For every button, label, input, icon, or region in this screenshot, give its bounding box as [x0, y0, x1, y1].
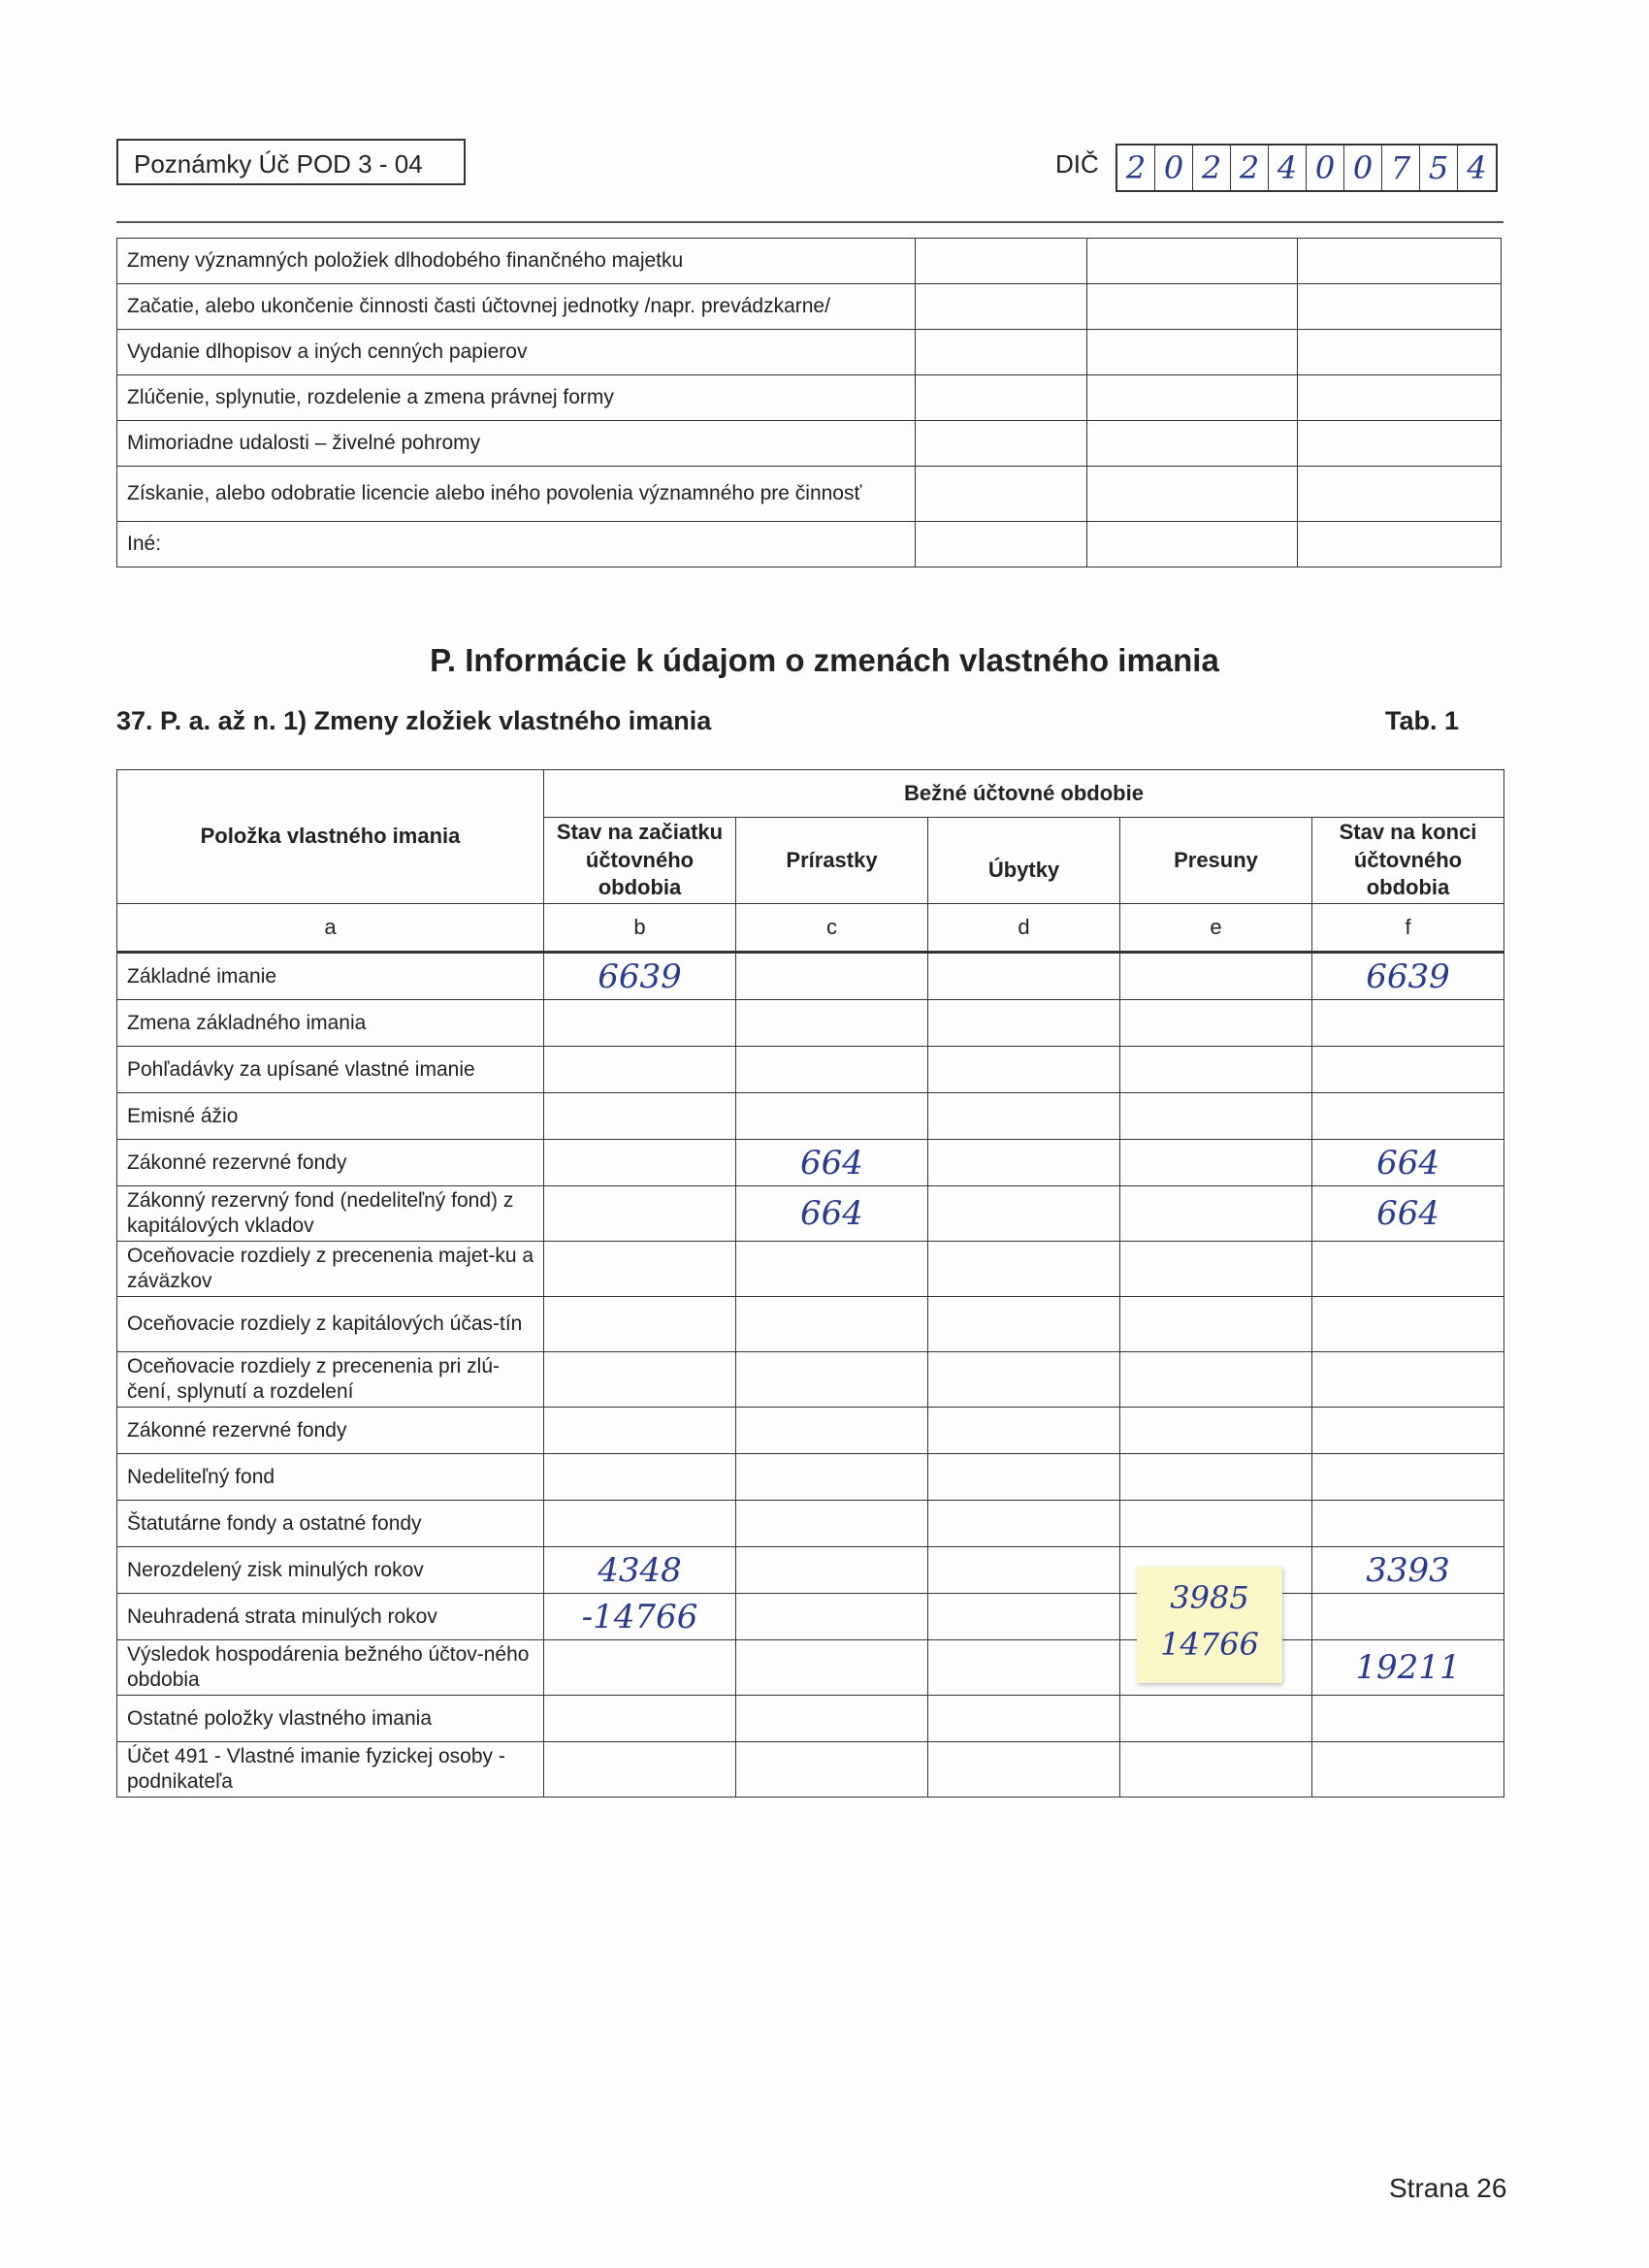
cell-c: [736, 1297, 928, 1352]
cell-f: [1312, 1047, 1504, 1093]
header-col-c: Prírastky: [736, 818, 928, 904]
cell-f: 664: [1312, 1186, 1504, 1242]
row-label: Zákonný rezervný fond (nedeliteľný fond) z kapitálových vkladov: [117, 1186, 544, 1242]
col-code: d: [928, 904, 1120, 953]
cell-d: [928, 1742, 1120, 1798]
cell-d: [928, 1594, 1120, 1640]
cell-c: [736, 1408, 928, 1454]
cell-b: [544, 1501, 736, 1547]
cell-c: [736, 1742, 928, 1798]
table-row: [117, 1640, 1504, 1696]
cell-f: [1312, 1242, 1504, 1297]
table-row: [117, 1742, 1504, 1798]
events-table: [116, 238, 1502, 567]
col-code: a: [117, 904, 544, 953]
row-label: Výsledok hospodárenia bežného účtov-ného obdobia: [117, 1640, 544, 1696]
row-label: Zmena základného imania: [117, 1000, 544, 1047]
cell-c: 664: [736, 1186, 928, 1242]
table-row: [117, 1186, 1504, 1242]
cell-e: [1120, 1242, 1312, 1297]
row-label: Iné:: [117, 522, 916, 567]
section-title: P. Informácie k údajom o zmenách vlastného imania: [430, 642, 1219, 678]
row-label: Zákonné rezervné fondy: [117, 1140, 544, 1186]
cell-d: [928, 1297, 1120, 1352]
cell-e: [1120, 1742, 1312, 1798]
cell-b: [544, 1000, 736, 1047]
dic-digit: 4: [1467, 149, 1487, 186]
cell-c: [736, 1352, 928, 1408]
cell-f: 3393: [1312, 1547, 1504, 1594]
section-subtitle: 37. P. a. až n. 1) Zmeny zložiek vlastného imania: [116, 706, 712, 735]
dic-digit: 4: [1269, 146, 1307, 190]
cell-d: [928, 1242, 1120, 1297]
sticky-note-line: 3985: [1170, 1579, 1249, 1616]
cell-c: [736, 1696, 928, 1742]
sticky-note-line: 14766: [1160, 1626, 1259, 1663]
row-label: Neuhradená strata minulých rokov: [117, 1594, 544, 1640]
row-label: Emisné ážio: [117, 1093, 544, 1140]
table-row: [117, 467, 1502, 522]
cell-c: 664: [736, 1140, 928, 1186]
cell-e: [1120, 1696, 1312, 1742]
row-label: Začatie, alebo ukončenie činnosti časti účtovnej jednotky /napr. prevádzkarne/: [117, 284, 916, 330]
table-row: [117, 421, 1502, 467]
dic-digit: 2: [1231, 146, 1269, 190]
cell-e: [1120, 953, 1312, 1000]
table-row: [117, 1093, 1504, 1140]
cell-f: [1312, 1454, 1504, 1501]
cell-e: [1120, 1140, 1312, 1186]
cell-c: [736, 1242, 928, 1297]
cell-b: [544, 1047, 736, 1093]
dic-digit: 0: [1307, 146, 1344, 190]
table-row: [117, 1501, 1504, 1547]
cell-b: 4348: [544, 1547, 736, 1594]
cell-e: [1120, 1501, 1312, 1547]
cell-b: [544, 1093, 736, 1140]
cell-f: [1312, 1000, 1504, 1047]
row-label: Mimoriadne udalosti – živelné pohromy: [117, 421, 916, 467]
page-number: Strana 26: [1389, 2173, 1507, 2203]
table-row: [117, 284, 1502, 330]
cell-b: [544, 1696, 736, 1742]
cell-e: [1120, 1000, 1312, 1047]
cell-e: [1120, 1047, 1312, 1093]
col-code: b: [544, 904, 736, 953]
table-row: [117, 522, 1502, 567]
cell-f: [1312, 1352, 1504, 1408]
cell-b: [544, 1242, 736, 1297]
cell-d: [928, 1640, 1120, 1696]
cell-e: [1120, 1352, 1312, 1408]
cell-d: [928, 1352, 1120, 1408]
cell-c: [736, 1454, 928, 1501]
cell-e: [1120, 1454, 1312, 1501]
cell-d: [928, 1047, 1120, 1093]
cell-f: [1312, 1093, 1504, 1140]
row-label: Oceňovacie rozdiely z precenenia majet-ku a záväzkov: [117, 1242, 544, 1297]
row-label: Štatutárne fondy a ostatné fondy: [117, 1501, 544, 1547]
cell-c: [736, 1000, 928, 1047]
col-code: c: [736, 904, 928, 953]
cell-b: [544, 1297, 736, 1352]
cell-b: [544, 1352, 736, 1408]
dic-digit: 2: [1117, 146, 1155, 190]
row-label: Základné imanie: [117, 953, 544, 1000]
form-code-box: Poznámky Úč POD 3 - 04: [116, 139, 466, 185]
cell-f: [1312, 1696, 1504, 1742]
header-col-e: Presuny: [1120, 818, 1312, 904]
row-label: Ostatné položky vlastného imania: [117, 1696, 544, 1742]
sticky-note: [1137, 1567, 1282, 1683]
row-label: Účet 491 - Vlastné imanie fyzickej osoby - podnikateľa: [117, 1742, 544, 1798]
header-col-b: Stav na začiatku účtovného obdobia: [544, 818, 736, 904]
cell-b: [544, 1454, 736, 1501]
cell-b: [544, 1640, 736, 1696]
dic-digit: 7: [1382, 146, 1420, 190]
cell-c: [736, 1047, 928, 1093]
dic-digit: 2: [1193, 146, 1231, 190]
cell-d: [928, 1501, 1120, 1547]
row-label: Zákonné rezervné fondy: [117, 1408, 544, 1454]
dic-digit: 5: [1420, 146, 1458, 190]
cell-c: [736, 1501, 928, 1547]
cell-d: [928, 1547, 1120, 1594]
table-row: [117, 1140, 1504, 1186]
cell-f: 6639: [1312, 953, 1504, 1000]
table-row: [117, 1242, 1504, 1297]
cell-d: [928, 1454, 1120, 1501]
header-col-d: Úbytky: [928, 818, 1120, 904]
cell-f: [1312, 1408, 1504, 1454]
table-row: [117, 953, 1504, 1000]
row-label: Nedeliteľný fond: [117, 1454, 544, 1501]
cell-b: -14766: [544, 1594, 736, 1640]
cell-c: [736, 1093, 928, 1140]
table-row: [117, 1352, 1504, 1408]
cell-c: [736, 1640, 928, 1696]
cell-c: [736, 1547, 928, 1594]
col-code: e: [1120, 904, 1312, 953]
row-label: Zmeny významných položiek dlhodobého finančného majetku: [117, 239, 916, 284]
dic-digit: 0: [1344, 146, 1382, 190]
cell-f: [1312, 1297, 1504, 1352]
table-row: [117, 1297, 1504, 1352]
cell-f: [1312, 1501, 1504, 1547]
row-label: Vydanie dlhopisov a iných cenných papierov: [117, 330, 916, 375]
table-number: Tab. 1: [1385, 706, 1460, 735]
cell-d: [928, 1140, 1120, 1186]
cell-c: [736, 1594, 928, 1640]
cell-f: [1312, 1742, 1504, 1798]
cell-e: [1120, 1093, 1312, 1140]
dic-digit: 0: [1155, 146, 1193, 190]
cell-e: [1120, 1408, 1312, 1454]
table-row: [117, 1594, 1504, 1640]
cell-c: [736, 953, 928, 1000]
table-row: [117, 330, 1502, 375]
cell-d: [928, 1408, 1120, 1454]
table-row: [117, 1696, 1504, 1742]
dic-label: DIČ: [1055, 149, 1099, 178]
cell-d: [928, 1696, 1120, 1742]
row-label: Získanie, alebo odobratie licencie alebo iného povolenia významného pre činnosť: [117, 467, 916, 522]
cell-e: [1120, 1297, 1312, 1352]
header-item: Položka vlastného imania: [117, 770, 544, 904]
table-row: [117, 375, 1502, 421]
cell-d: [928, 1093, 1120, 1140]
row-label: Nerozdelený zisk minulých rokov: [117, 1547, 544, 1594]
cell-b: [544, 1742, 736, 1798]
row-label: Oceňovacie rozdiely z precenenia pri zlú-čení, splynutí a rozdelení: [117, 1352, 544, 1408]
header-col-f: Stav na konci účtovného obdobia: [1312, 818, 1504, 904]
cell-f: 664: [1312, 1140, 1504, 1186]
table-row: [117, 1047, 1504, 1093]
header-divider: [116, 221, 1504, 223]
cell-e: [1120, 1186, 1312, 1242]
cell-d: [928, 1186, 1120, 1242]
cell-d: [928, 1000, 1120, 1047]
table-row: [117, 1547, 1504, 1594]
table-row: [117, 1454, 1504, 1501]
cell-b: [544, 1186, 736, 1242]
cell-f: [1312, 1594, 1504, 1640]
table-row: [117, 239, 1502, 284]
cell-b: [544, 1408, 736, 1454]
row-label: Pohľadávky za upísané vlastné imanie: [117, 1047, 544, 1093]
cell-d: [928, 953, 1120, 1000]
header-period: Bežné účtovné obdobie: [544, 770, 1504, 818]
col-code: f: [1312, 904, 1504, 953]
table-row: [117, 1000, 1504, 1047]
cell-b: [544, 1140, 736, 1186]
table-row: [117, 1408, 1504, 1454]
cell-f: 19211: [1312, 1640, 1504, 1696]
cell-b: 6639: [544, 953, 736, 1000]
row-label: Zlúčenie, splynutie, rozdelenie a zmena právnej formy: [117, 375, 916, 421]
equity-changes-table: [116, 769, 1504, 1798]
row-label: Oceňovacie rozdiely z kapitálových účas-tín: [117, 1297, 544, 1352]
dic-number: [1116, 144, 1498, 192]
